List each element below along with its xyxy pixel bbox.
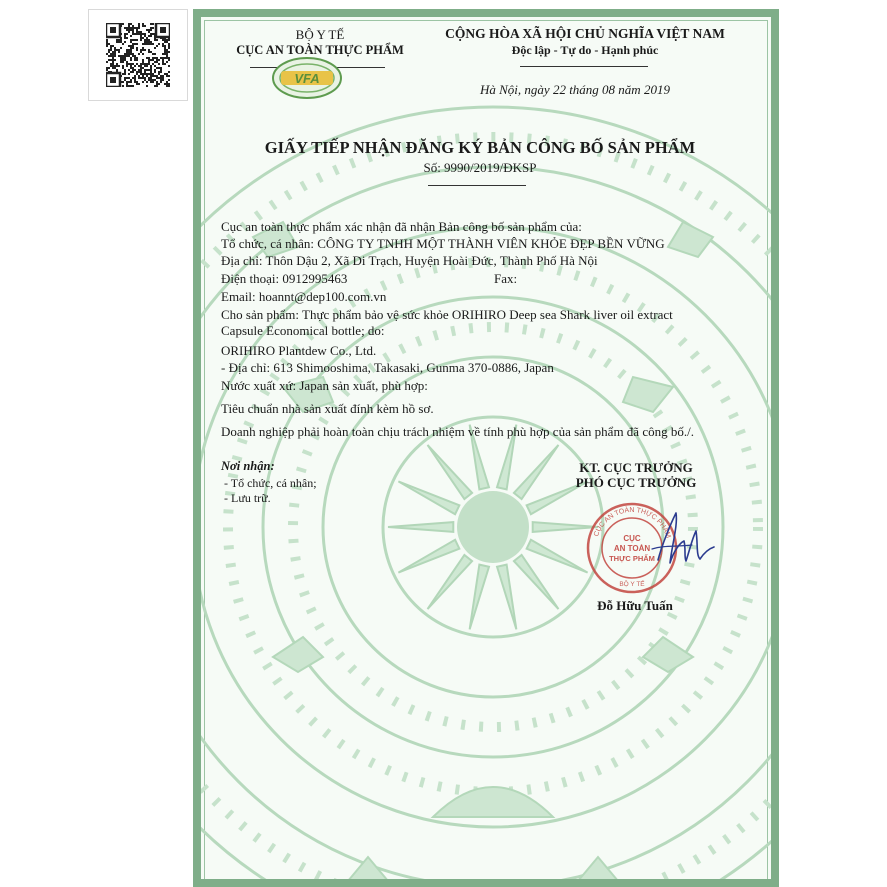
manufacturer: ORIHIRO Plantdew Co., Ltd. — [221, 343, 377, 358]
fax: Fax: — [494, 271, 518, 286]
signatory-title-1: KT. CỤC TRƯỞNG — [579, 460, 693, 475]
vfa-logo — [271, 56, 343, 100]
recipient-item: - Tổ chức, cá nhân; — [224, 476, 317, 490]
national-motto: Độc lập - Tự do - Hạnh phúc — [511, 43, 659, 57]
vfa-logo-text: VFA — [294, 71, 320, 86]
seal-center-line-3: THỰC PHẨM — [609, 554, 655, 563]
handwritten-signature — [640, 505, 720, 575]
organization: Tổ chức, cá nhân: CÔNG TY TNHH MỘT THÀNH VIÊN KHỎE ĐẸP BỀN VỮNG — [221, 236, 665, 251]
country-of-origin: Nước xuất xứ: Japan sản xuất, phù hợp: — [221, 378, 428, 393]
header-right-rule — [520, 66, 648, 67]
title-rule — [428, 185, 526, 186]
phone: Điện thoại: 0912995463 — [221, 271, 348, 286]
seal-ring-text: CỤC AN TOÀN THỰC PHẨM — [593, 506, 672, 540]
seal-center-line-1: CỤC — [623, 534, 641, 543]
standard: Tiêu chuẩn nhà sản xuất đính kèm hồ sơ. — [221, 401, 434, 416]
seal-center-line-2: AN TOÀN — [613, 544, 651, 553]
place-date: Hà Nội, ngày 22 tháng 08 năm 2019 — [480, 82, 670, 97]
email: Email: hoannt@dep100.com.vn — [221, 289, 387, 304]
product-line-1: Cho sản phẩm: Thực phẩm bảo vệ sức khỏe ORIHIRO Deep sea Shark liver oil extract — [221, 307, 673, 322]
document-title: GIẤY TIẾP NHẬN ĐĂNG KÝ BẢN CÔNG BỐ SẢN PHẨM — [264, 138, 696, 157]
manufacturer-address: - Địa chỉ: 613 Shimooshima, Takasaki, Gunma 370-0886, Japan — [221, 360, 554, 375]
signatory-title-2: PHÓ CỤC TRƯỞNG — [575, 475, 697, 490]
registration-number: Số: 9990/2019/ĐKSP — [423, 160, 537, 175]
signatory-name: Đỗ Hữu Tuấn — [597, 598, 673, 613]
product-line-2: Capsule Economical bottle; do: — [221, 323, 385, 338]
ministry-name: BỘ Y TẾ — [295, 27, 345, 42]
recipients-heading: Nơi nhận: — [221, 459, 275, 473]
address: Địa chỉ: Thôn Dậu 2, Xã Di Trạch, Huyện Hoài Đức, Thành Phố Hà Nội — [221, 253, 598, 268]
department-name: CỤC AN TOÀN THỰC PHẨM — [236, 43, 404, 57]
intro-text: Cục an toàn thực phẩm xác nhận đã nhận Bản công bố sản phẩm của: — [221, 219, 582, 234]
recipient-item: - Lưu trữ. — [224, 491, 271, 505]
country-name: CỘNG HÒA XÃ HỘI CHỦ NGHĨA VIỆT NAM — [445, 26, 725, 41]
seal-bottom-text: BỘ Y TẾ — [619, 581, 645, 588]
responsibility-statement: Doanh nghiệp phải hoàn toàn chịu trách nhiệm về tính phù hợp của sản phẩm đã công bố./. — [221, 424, 694, 439]
